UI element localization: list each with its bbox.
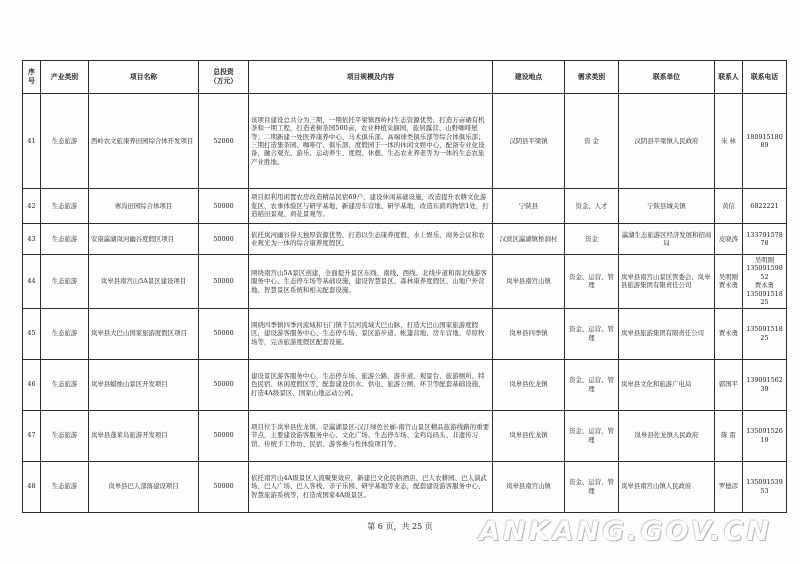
cell-investment: 50000	[199, 410, 249, 461]
cell-contact: 郭国平	[715, 359, 743, 410]
cell-category: 生态旅游	[41, 359, 89, 410]
cell-phone: 吴明刚 13509159852 贾永勇 13509151825	[743, 255, 787, 309]
cell-scope: 该项目建设总共分为三期，一期依托平梁镇西岭村生态资源优势，打造万亩硒有机茶和一期工程，打造老树茶园500亩，农业种植采摘园，旅居露营、山野咖啡屋等；二期新建一处医养康养中心、马术俱乐部、高端球类俱乐部等综合体俱乐部；三期打造集茶园、咖啡厅、俱乐部、度假园于一体的休闲文娱中心，配备专业化设备，融合观光、游乐、运动养生、度假、休憩、生态农业养老等为一体的生态农旅产业胜地。	[249, 94, 493, 189]
cell-name: 岚皋县南宫山5A景区建设项目	[89, 255, 199, 309]
cell-demand: 资金、运营、管理	[565, 410, 619, 461]
cell-demand: 资金、运营、管理	[565, 359, 619, 410]
header-contact: 联系人	[715, 61, 743, 94]
cell-category: 生态旅游	[41, 94, 89, 189]
cell-name: 寨沟田园综合体项目	[89, 189, 199, 224]
cell-location: 岚皋县佐龙镇	[493, 359, 565, 410]
cell-phone: 13379157878	[743, 224, 787, 255]
table-row	[23, 94, 787, 189]
header-name: 项目名称	[89, 61, 199, 94]
cell-location: 岚皋县四季镇	[493, 308, 565, 359]
project-table	[22, 60, 787, 513]
cell-contact: 陈 雷	[715, 410, 743, 461]
cell-location: 汉滨区瀛湖镇桥洞村	[493, 224, 565, 255]
cell-category: 生态旅游	[41, 224, 89, 255]
cell-location: 岚皋县南宫山镇	[493, 255, 565, 309]
cell-demand: 资金、人才	[565, 189, 619, 224]
cell-investment: 50000	[199, 255, 249, 309]
cell-name: 岚皋县大巴山国家旅游度假区项目	[89, 308, 199, 359]
header-location: 建设地点	[493, 61, 565, 94]
cell-demand: 资金	[565, 224, 619, 255]
table-row	[23, 189, 787, 224]
cell-name: 安康瀛湖岚河幽谷度假区项目	[89, 224, 199, 255]
cell-contact: 罗德彦	[715, 461, 743, 512]
cell-phone: 18091518089	[743, 94, 787, 189]
cell-no: 45	[23, 308, 41, 359]
cell-unit: 岚皋县佐龙镇人民政府	[619, 410, 715, 461]
cell-phone: 13509151825	[743, 308, 787, 359]
header-phone: 联系电话	[743, 61, 787, 94]
cell-category: 生态旅游	[41, 255, 89, 309]
table-row	[23, 461, 787, 512]
cell-scope: 依托南宫山4A级景区人流聚集效应，新建巴文化民俗酒店、巴人农耕园、巴人演武场、巴人广场、巴人客栈、亲子乐园、研学基地等业态，配套建设游客服务中心、智慧旅游系统等，打造成国家4A级景区。	[249, 461, 493, 512]
cell-contact: 朱 林	[715, 94, 743, 189]
cell-investment: 50000	[199, 224, 249, 255]
cell-investment: 50000	[199, 189, 249, 224]
cell-phone: 13509152619	[743, 410, 787, 461]
cell-name: 岚皋县蓬莱岛旅游开发项目	[89, 410, 199, 461]
cell-unit: 岚皋县旅游集团有限责任公司	[619, 308, 715, 359]
cell-investment: 52000	[199, 94, 249, 189]
cell-scope: 依托岚河幽谷得天独厚资源优势，打造以生态康养度假、水上娱乐、商务会议和农业观光为一体的综合康养度假区。	[249, 224, 493, 255]
cell-location: 宁陕县	[493, 189, 565, 224]
cell-no: 46	[23, 359, 41, 410]
cell-category: 生态旅游	[41, 189, 89, 224]
cell-unit: 岚皋县南宫山镇人民政府	[619, 461, 715, 512]
cell-contact: 皮晓涛	[715, 224, 743, 255]
cell-scope: 项目位于岚皋县佐龙镇，是瀛湖景区-汉江绿色长廊-南宫山景区精品旅游线路的重要节点，主要建设游客服务中心、文化广场、生态停车场、金鸡岛码头、非遗传习馆、传统手工作坊、民宿、游客参与性体验项目等。	[249, 410, 493, 461]
table-header-row	[23, 61, 787, 94]
cell-no: 44	[23, 255, 41, 309]
cell-name: 岚皋县巴人部落建设项目	[89, 461, 199, 512]
header-investment: 总投资 （万元）	[199, 61, 249, 94]
cell-investment: 50000	[199, 359, 249, 410]
header-no: 序号	[23, 61, 41, 94]
cell-unit: 汉阴县平梁镇人民政府	[619, 94, 715, 189]
cell-scope: 项目拟利用闲置农房改造精品民宿69户，建设休闲基础设施，改造提升农耕文化游览区、农事体验区与研学基地，新建房车营地、研学基地，改造东鹞鸡物馆1处，打造稻田景观、荷花景观等。	[249, 189, 493, 224]
cell-phone: 13909156239	[743, 359, 787, 410]
cell-no: 41	[23, 94, 41, 189]
cell-no: 48	[23, 461, 41, 512]
cell-phone: 13509153953	[743, 461, 787, 512]
cell-location: 汉阴县平梁镇	[493, 94, 565, 189]
cell-contact: 吴明刚 贾永勇	[715, 255, 743, 309]
cell-scope: 围绕南宫山5A景区创建，全面提升景区东线、南线、西线、北线步道和南北线游客服务中心、生态停车场等基础设施，建设智慧景区、森林康养度假区、山地户外营地、智慧景区系统和相关配套设施。	[249, 255, 493, 309]
cell-name: 西岭农文旅康养田园综合体开发项目	[89, 94, 199, 189]
cell-demand: 资 金	[565, 94, 619, 189]
header-scope: 项目规模及内容	[249, 61, 493, 94]
cell-unit: 岚皋县文化和旅游广电局	[619, 359, 715, 410]
cell-demand: 资金、运营、管理	[565, 461, 619, 512]
cell-category: 生态旅游	[41, 410, 89, 461]
cell-scope: 围绕四季镇四季河流域和石门镇千层河流域大巴山脉，打造大巴山国家旅游度假区，建设游客服务中心、生态停车场、景区游步道、帐篷营地、房车营地、草原牧场等，完善旅游度假区配套设施。	[249, 308, 493, 359]
header-unit: 联系单位	[619, 61, 715, 94]
cell-location: 岚皋县南宫山镇	[493, 461, 565, 512]
cell-category: 生态旅游	[41, 308, 89, 359]
cell-no: 43	[23, 224, 41, 255]
cell-category: 生态旅游	[41, 461, 89, 512]
cell-demand: 资金、运营、管理	[565, 255, 619, 309]
table-row	[23, 308, 787, 359]
cell-scope: 建设景区游客服务中心、生态停车场、旅游公路、游步道、观景台、旅游厕所、特色民宿、休闲度假区等，配套建设供水、供电、旅游公厕、环卫等配套基础设施，打造4A级景区、国家山地运动公园。	[249, 359, 493, 410]
cell-investment: 50000	[199, 308, 249, 359]
table-row	[23, 410, 787, 461]
table-row	[23, 224, 787, 255]
site-watermark: ANKANG.GOV.CN	[479, 516, 772, 547]
cell-contact: 黄信	[715, 189, 743, 224]
cell-no: 47	[23, 410, 41, 461]
cell-investment: 50000	[199, 461, 249, 512]
cell-phone: 6822221	[743, 189, 787, 224]
header-category: 产业类别	[41, 61, 89, 94]
cell-no: 42	[23, 189, 41, 224]
page-number: 第 6 页，共 25 页	[367, 522, 433, 531]
cell-unit: 宁陕县城关镇	[619, 189, 715, 224]
cell-unit: 岚皋县南宫山景区管委会、岚皋县旅游集团有限责任公司	[619, 255, 715, 309]
cell-contact: 贾永勇	[715, 308, 743, 359]
cell-demand: 资金、运营、管理	[565, 308, 619, 359]
table-row	[23, 255, 787, 309]
cell-name: 岚皋县蜡烛山景区开发项目	[89, 359, 199, 410]
cell-unit: 瀛湖生态旅游区经济发展和招商局	[619, 224, 715, 255]
table-row	[23, 359, 787, 410]
header-demand: 需求类别	[565, 61, 619, 94]
cell-location: 岚皋县佐龙镇	[493, 410, 565, 461]
